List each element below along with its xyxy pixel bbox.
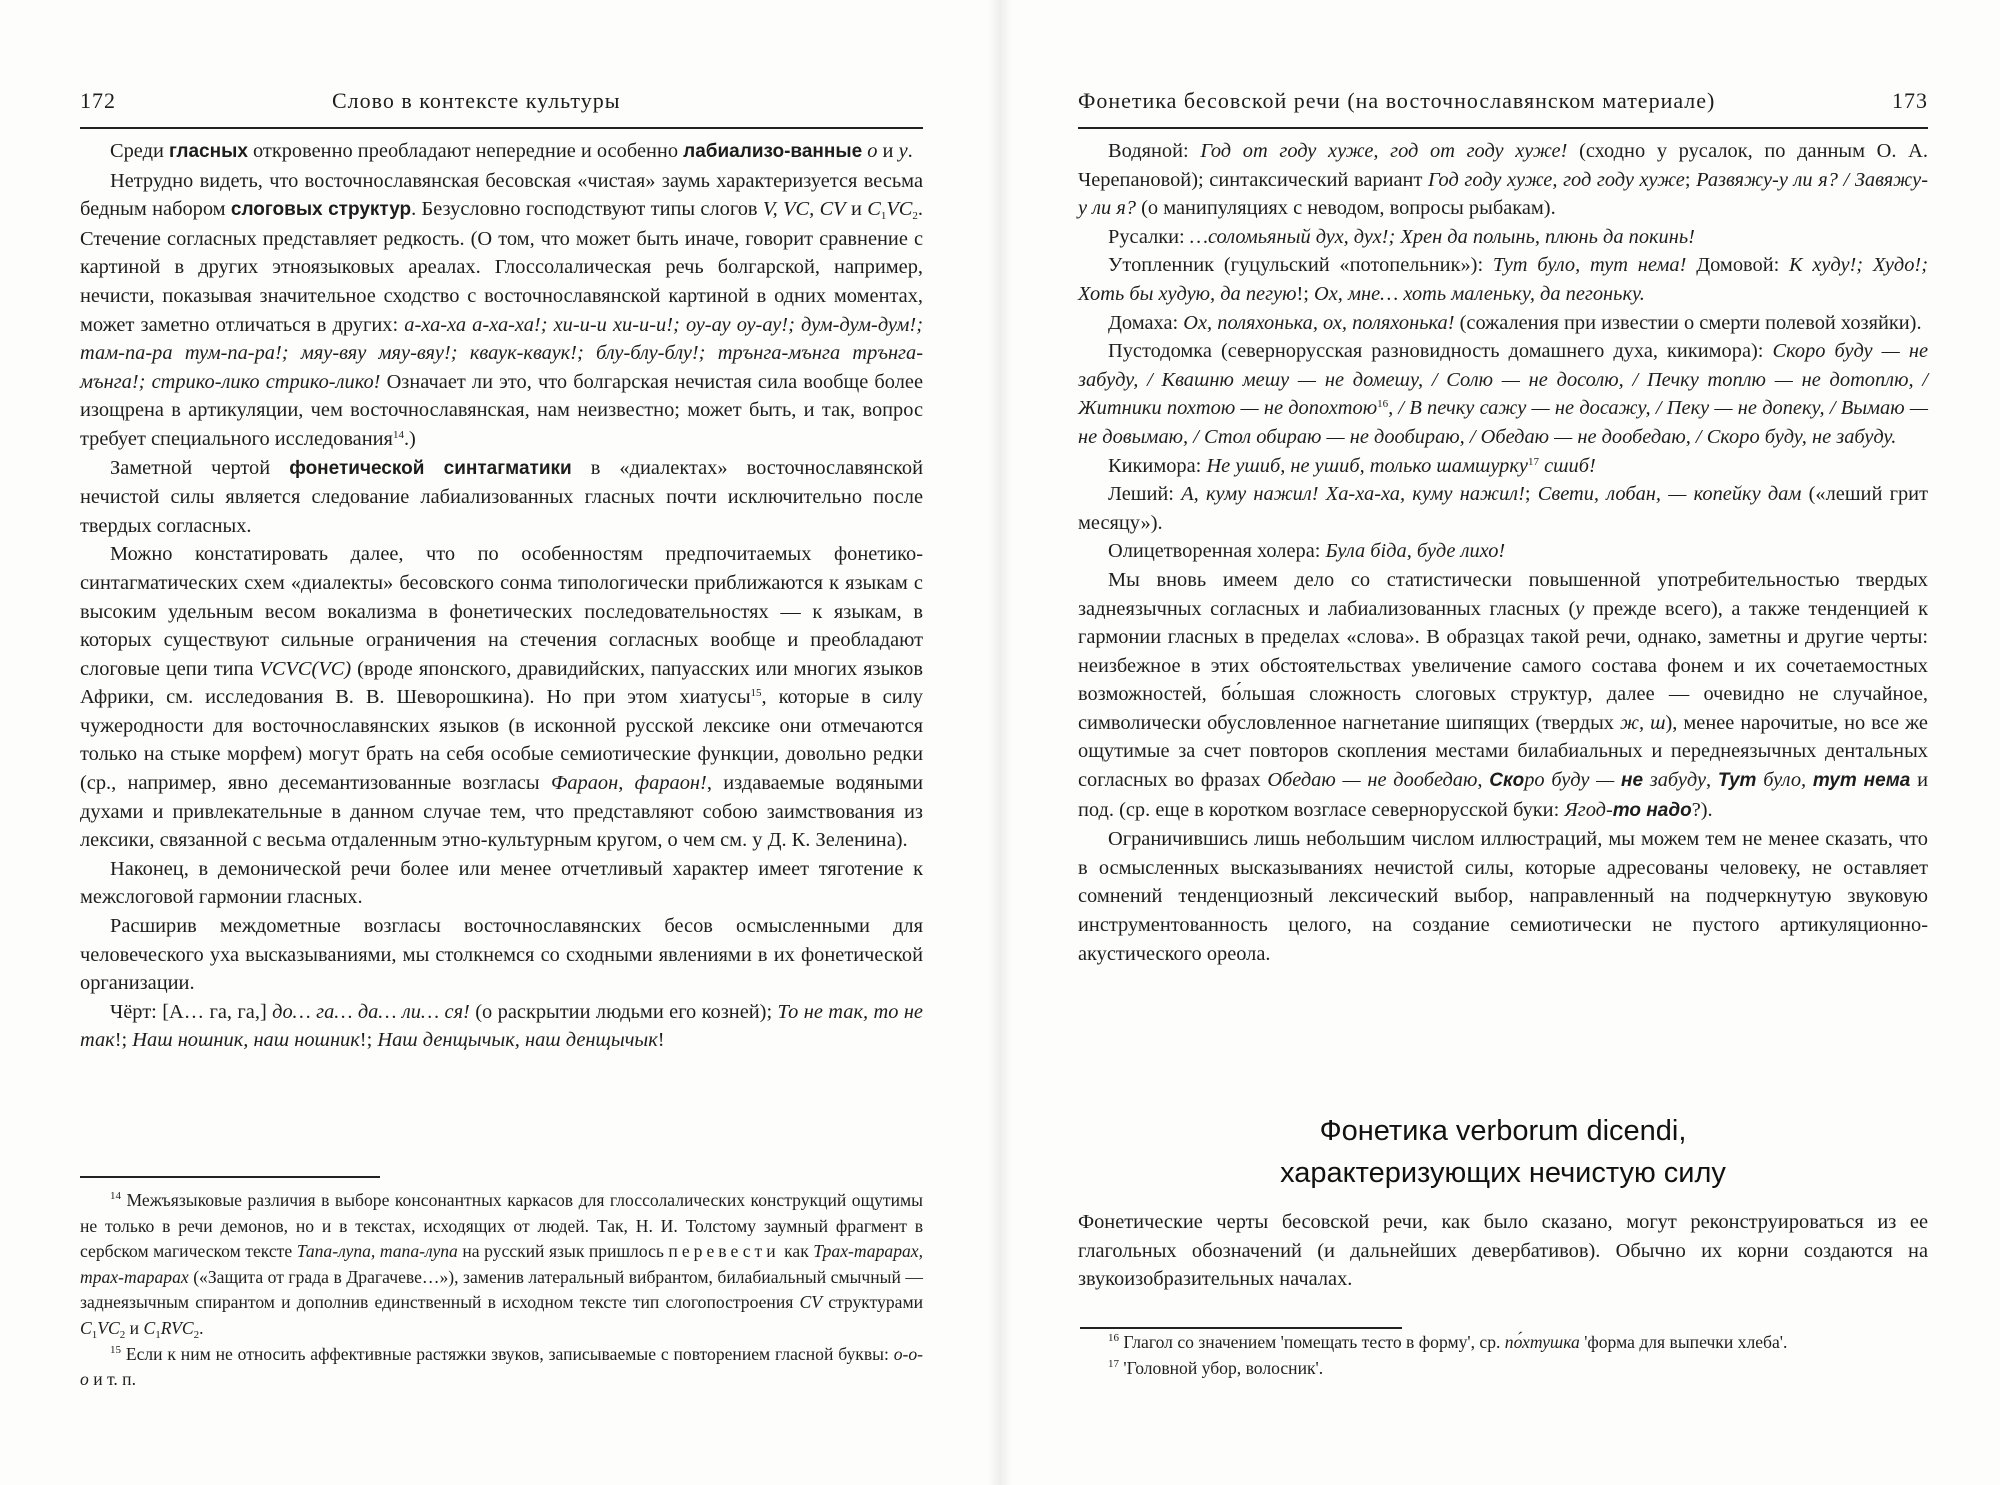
- header-rule: [1078, 127, 1928, 129]
- footnote-ref[interactable]: 14: [392, 428, 404, 441]
- footnote-ref[interactable]: 17: [1527, 455, 1539, 468]
- page-number: 173: [1892, 88, 1928, 113]
- running-title: Фонетика бесовской речи (на восточнославянском материале): [1078, 88, 1716, 113]
- right-page: [1000, 0, 2000, 1485]
- running-title: Слово в контексте культуры: [332, 88, 621, 113]
- footnotes: [1078, 1330, 1928, 1381]
- main-text: [80, 137, 923, 1055]
- paragraph: Расширив междометные возгласы восточнославянских бесов осмысленными для человеческого уха высказываниями, мы столкнемся со сходными явлениями в их фонетической организации.: [80, 915, 923, 995]
- footnote-14: $^{14}$ Межъязыковые различия в выборе консонантных каркасов для глоссолалических конструкций ощутимы не только в речи демонов, но и в текстах, исходящих от людей. Так, Н. И. Толстому заумный фрагмент в сербском магическом тексте Тапа-лупа, тапа-лупа на русский язык пришлось перевести как Трах-тарарах, трах-тарарах («Защита от града в Драгачеве…»), заменив латеральный вибрантом, билабиальный смычный — заднеязычным спирантом и дополнив единственный в исходном тексте тип слогопостроения CV структурами $C_1VC_2$ и $C_1RVC_2$.: [80, 1190, 924, 1341]
- running-header: [1078, 88, 1928, 128]
- paragraph: Олицетворенная холера: Була біда, буде лихо!: [1108, 540, 1506, 563]
- footnotes: [80, 1188, 923, 1393]
- footnote-rule: [1080, 1327, 1402, 1329]
- footnote-ref[interactable]: 16: [1377, 398, 1389, 411]
- footnote-15: $^{15}$ Если к ним не относить аффективные растяжки звуков, записываемые с повторением гласной буквы: о-о-о и т. п.: [80, 1343, 923, 1390]
- page-number: 172: [80, 88, 116, 113]
- paragraph: Кикимора: Не ушиб, не ушиб, только шамшурку$^{17}$ сшиб!: [1108, 454, 1596, 477]
- paragraph: Русалки: …соломьяный дух, дух!; Хрен да полынь, плюнь да покинь!: [1108, 225, 1695, 248]
- main-text: [1078, 137, 1928, 968]
- footnote-17: $^{17}$ 'Головной убор, волосник'.: [1108, 1357, 1324, 1378]
- section-intro: [1078, 1208, 1928, 1294]
- paragraph: Леший: А, куму нажил! Ха-ха-ха, куму нажил!; Свети, лобан, — копейку дам («леший грит месяцу»).: [1078, 483, 1929, 534]
- paragraph: Фонетические черты бесовской речи, как было сказано, могут реконструироваться из ее глагольных обозначений (и дальнейших девербативов). Обычно их корни создаются на звукоизобразительных началах.: [1078, 1211, 1928, 1291]
- footnote-ref[interactable]: 15: [750, 687, 762, 700]
- paragraph: Чёрт: [А… га, га,] до… га… да… ли… ся! (о раскрытии людьми его козней); То не так, то не так!; Наш ношник, наш ношник!; Наш денщычык, наш денщычык!: [80, 1000, 923, 1052]
- footnote-16: $^{16}$ Глагол со значением 'помещать тесто в форму', ср. по́хтушка 'форма для выпечки хлеба'.: [1108, 1332, 1788, 1352]
- header-rule: [80, 127, 923, 129]
- paragraph: Наконец, в демонической речи более или менее отчетливый характер имеет тяготение к межслоговой гармонии гласных.: [80, 857, 923, 909]
- paragraph: Ограничившись лишь небольшим числом иллюстраций, мы можем тем не менее сказать, что в осмысленных высказываниях нечистой силы, которые адресованы человеку, не оставляет сомнений тенденциозный лексический выбор, направленный на подчеркнутую звуковую инструментованность целого, на создание семиотически не пустого артикуляционно-акустического ореола.: [1078, 828, 1928, 965]
- footnote-rule: [80, 1176, 380, 1178]
- section-title: Фонетика verborum dicendi, характеризующих нечистую силу: [1280, 1115, 1726, 1189]
- running-header: [80, 88, 923, 128]
- paragraph: Домаха: Ох, поляхонька, ох, поляхонька! (сожаления при известии о смерти полевой хозяйки).: [1108, 311, 1922, 334]
- paragraph: Можно констатировать далее, что по особенностям предпочитаемых фонетико-синтагматических схем «диалекты» бесовского сонма типологически приближаются к языкам с высоким удельным весом вокализма в фонетических последовательностях — к языкам, в которых существуют сильные ограничения на стечения согласных вообще и преобладают слоговые цепи типа VCVC(VC) (вроде японского, дравидийских, папуасских или многих языков Африки, см. исследования В. В. Шеворошкина). Но при этом хиатусы$^{15}$, которые в силу чужеродности для восточнославянских языков (в исконной русской лексике они отмечаются только на стыке морфем) могут брать на себя особые семиотические функции, довольно редки (ср., например, явно десемантизованные возгласы Фараон, фараон!, издаваемые водяными духами и привлекательные в данном случае тем, что представляют собою заимствования из лексики, связанной с весьма отдаленным этно-культурным кругом, о чем см. у Д. К. Зеленина).: [80, 543, 923, 852]
- paragraph: Заметной чертой фонетической синтагматики в «диалектах» восточнославянской нечистой силы является следование лабиализованных гласных почти исключительно после твердых согласных.: [80, 456, 923, 537]
- paragraph: Утопленник (гуцульский «потопельник»): Тут було, тут нема! Домовой: К худу!; Худо!; Хоть бы худую, да пегую!; Ох, мне… хоть маленьку, да пегоньку.: [1078, 254, 1928, 305]
- paragraph: Водяной: Год от году хуже, год от году хуже! (сходно у русалок, по данным О. А. Черепановой); синтаксический вариант Год году хуже, год году хуже; Развяжу-у ли я? / Завяжу-у ли я? (о манипуляциях с неводом, вопросы рыбакам).: [1078, 140, 1929, 220]
- paragraph: Мы вновь имеем дело со статистически повышенной употребительностью твердых заднеязычных согласных и лабиализованных гласных (у прежде всего), а также тенденцией к гармонии гласных в пределах «слова». В образцах такой речи, однако, заметны и другие черты: неизбежное в этих обстоятельствах увеличение самого состава фонем и их сочетаемостных возможностей, бо́льшая сложность слоговых структур, далее — очевидно не случайное, символически обусловленное нагнетание шипящих (твердых ж, ш), менее нарочитые, но все же ощутимые за счет повторов скопления местами билабиальных и переднеязычных дентальных согласных во фразах Обедаю — не дообедаю, Скоро буду — не забуду, Тут було, тут нема и под. (ср. еще в коротком возгласе севернорусской буки: Ягод-то надо?).: [1078, 568, 1928, 821]
- paragraph: Пустодомка (севернорусская разновидность домашнего духа, кикимора): Скоро буду — не забуду, / Квашню мешу — не домешу, / Солю — не досолю, / Печку топлю — не дотоплю, / Житники похтою — не допохтою$^{16}$, / В печку сажу — не досажу, / Пеку — не допеку, / Вымаю — не довымаю, / Стол обираю — не дообираю, / Обедаю — не дообедаю, / Скоро буду, не забуду.: [1078, 340, 1928, 448]
- paragraph: Нетрудно видеть, что восточнославянская бесовская «чистая» заумь характеризуется весьма бедным набором слоговых структур. Безусловно господствуют типы слогов V, VC, CV и $C_1VC_2$. Стечение согласных представляет редкость. (О том, что может быть иначе, говорит сравнение с картиной в других этноязыковых ареалах. Глоссолалическая речь болгарской, например, нечисти, показывая значительное сходство с восточнославянской картиной в одних моментах, может заметно отличаться в других: а-ха-ха а-ха-ха!; хи-и-и хи-и-и!; оу-ау оу-ау!; дум-дум-дум!; там-па-ра тум-па-ра!; мяу-вяу мяу-вяу!; кваук-кваук!; блу-блу-блу!; трънга-мънга трънга-мънга!; стрико-лико стрико-лико! Означает ли это, что болгарская нечистая сила вообще более изощрена в артикуляции, чем восточнославянская, нам неизвестно; может быть, и так, вопрос требует специального исследования$^{14}$.): [80, 169, 923, 450]
- paragraph: Среди гласных откровенно преобладают непередние и особенно лабиализо-ванные о и у.: [110, 140, 913, 162]
